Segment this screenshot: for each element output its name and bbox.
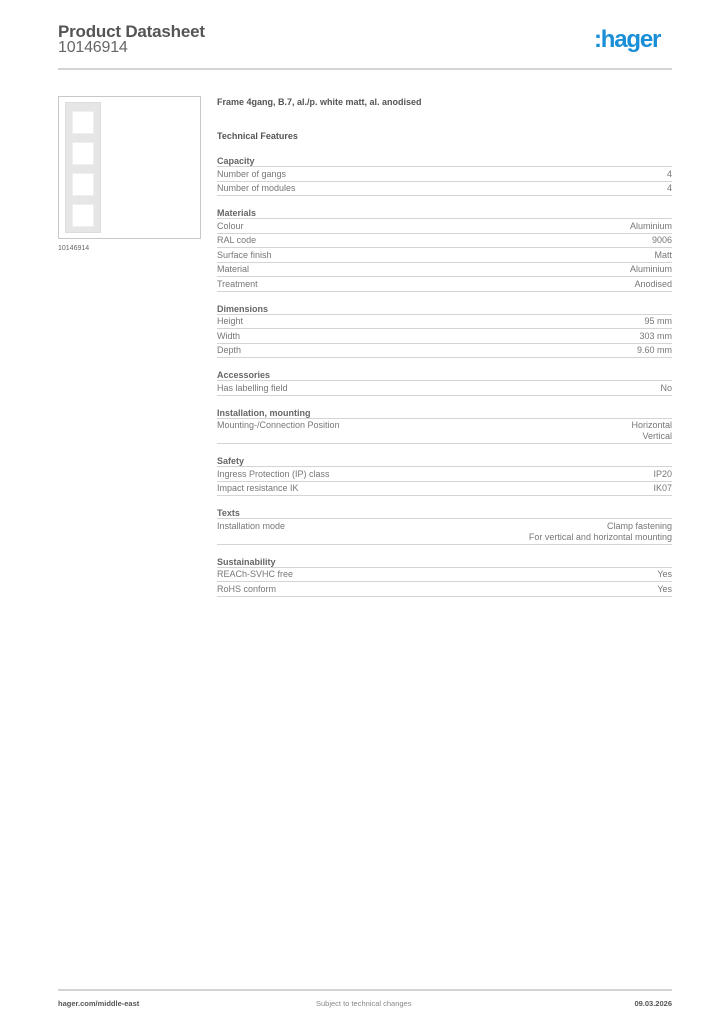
spec-value-line: No: [660, 382, 672, 393]
spec-row: [217, 234, 672, 249]
spec-value-line: For vertical and horizontal mounting: [528, 531, 672, 542]
image-caption: 10146914: [58, 245, 90, 252]
spec-value: [256, 235, 672, 246]
spec-row: [217, 467, 672, 482]
spec-value: [288, 383, 672, 394]
spec-value-line: Horizontal: [631, 420, 672, 430]
spec-label: RoHS conform: [217, 583, 277, 594]
spec-value: [272, 250, 672, 261]
spec-value-line: IK07: [653, 483, 672, 493]
spec-label: Treatment: [217, 278, 258, 289]
spec-label: RAL code: [217, 235, 257, 245]
spec-label: Material: [217, 264, 250, 274]
section-title: Dimensions: [217, 303, 672, 315]
spec-row: [217, 329, 672, 344]
spec-row: [217, 182, 672, 197]
spec-value-line: Yes: [657, 583, 672, 594]
spec-label: REACh-SVHC free: [217, 569, 294, 579]
spec-row: [217, 519, 672, 545]
spec-value-line: Aluminium: [629, 264, 672, 274]
frame-opening: [72, 111, 94, 134]
spec-value-line: 4: [666, 183, 672, 193]
spec-row: [217, 277, 672, 292]
spec-value-line: Yes: [657, 569, 672, 579]
section-title: Accessories: [217, 369, 672, 381]
section-title: Sustainability: [217, 556, 672, 568]
spec-value: [299, 483, 672, 494]
spec-row: [217, 419, 672, 445]
spec-section: [217, 155, 672, 196]
spec-value-line: 9.60 mm: [636, 345, 672, 355]
header-divider: [58, 68, 672, 70]
frame-4gang-illustration: [65, 102, 101, 233]
spec-row: [217, 167, 672, 182]
spec-label: Number of modules: [217, 183, 296, 193]
spec-row: [217, 568, 672, 583]
product-image: [58, 96, 201, 239]
spec-section: [217, 303, 672, 359]
footer-notice: Subject to technical changes: [316, 999, 412, 1008]
technical-content: [217, 95, 672, 597]
document-title: Product Datasheet: [58, 22, 205, 41]
spec-value-line: 9006: [651, 235, 672, 245]
hager-logo: :hager: [594, 26, 661, 53]
spec-row: [217, 381, 672, 396]
section-title: Texts: [217, 507, 672, 519]
section-title: Capacity: [217, 155, 672, 167]
spec-value-line: 4: [666, 168, 672, 179]
footer-divider: [58, 989, 672, 991]
spec-value-line: IP20: [653, 468, 672, 479]
spec-value-line: 95 mm: [644, 316, 672, 326]
spec-row: [217, 315, 672, 330]
spec-label: Installation mode: [217, 520, 286, 531]
spec-sections: [217, 155, 672, 597]
spec-label: Ingress Protection (IP) class: [217, 468, 330, 479]
spec-label: Height: [217, 316, 244, 326]
spec-value: [249, 264, 672, 275]
spec-section: [217, 407, 672, 445]
spec-value-line: Clamp fastening: [606, 520, 672, 531]
spec-value: [241, 345, 672, 356]
spec-value: [240, 331, 672, 342]
spec-section: [217, 207, 672, 292]
spec-value: [258, 279, 672, 290]
spec-value: [286, 169, 672, 180]
frame-opening: [72, 204, 94, 227]
spec-value-line: 303 mm: [639, 330, 672, 341]
section-title: Materials: [217, 207, 672, 219]
spec-value: [244, 221, 672, 232]
spec-value-line: Aluminium: [629, 220, 672, 231]
spec-value: [296, 183, 672, 194]
spec-label: Colour: [217, 220, 244, 231]
spec-value: [285, 521, 672, 543]
spec-row: [217, 344, 672, 359]
footer-website-link[interactable]: hager.com/middle-east: [58, 999, 140, 1008]
product-id: 10146914: [58, 39, 128, 56]
spec-label: Width: [217, 330, 241, 341]
section-title: Installation, mounting: [217, 407, 672, 419]
spec-value-line: Matt: [654, 249, 672, 260]
spec-value: [293, 569, 672, 580]
spec-value-line: Anodised: [634, 278, 672, 289]
spec-label: Mounting-/Connection Position: [217, 420, 340, 430]
spec-row: [217, 219, 672, 234]
spec-label: Depth: [217, 345, 242, 355]
spec-row: [217, 248, 672, 263]
spec-section: [217, 507, 672, 545]
product-name: Frame 4gang, B.7, al./p. white matt, al. anodised: [217, 97, 422, 107]
spec-section: [217, 455, 672, 496]
spec-row: [217, 582, 672, 597]
spec-value: [340, 420, 672, 442]
spec-row: [217, 482, 672, 497]
section-title: Safety: [217, 455, 672, 467]
technical-features-heading: Technical Features: [217, 131, 298, 141]
spec-value: [276, 584, 672, 595]
spec-label: Surface finish: [217, 249, 272, 260]
spec-value: [330, 469, 672, 480]
frame-opening: [72, 142, 94, 165]
spec-value: [243, 316, 672, 327]
spec-section: [217, 556, 672, 597]
spec-label: Has labelling field: [217, 382, 288, 393]
spec-row: [217, 263, 672, 278]
spec-section: [217, 369, 672, 396]
spec-value-line: Vertical: [642, 431, 672, 441]
frame-opening: [72, 173, 94, 196]
spec-label: Number of gangs: [217, 168, 287, 179]
footer-date: 09.03.2026: [634, 999, 672, 1008]
spec-label: Impact resistance IK: [217, 483, 299, 493]
